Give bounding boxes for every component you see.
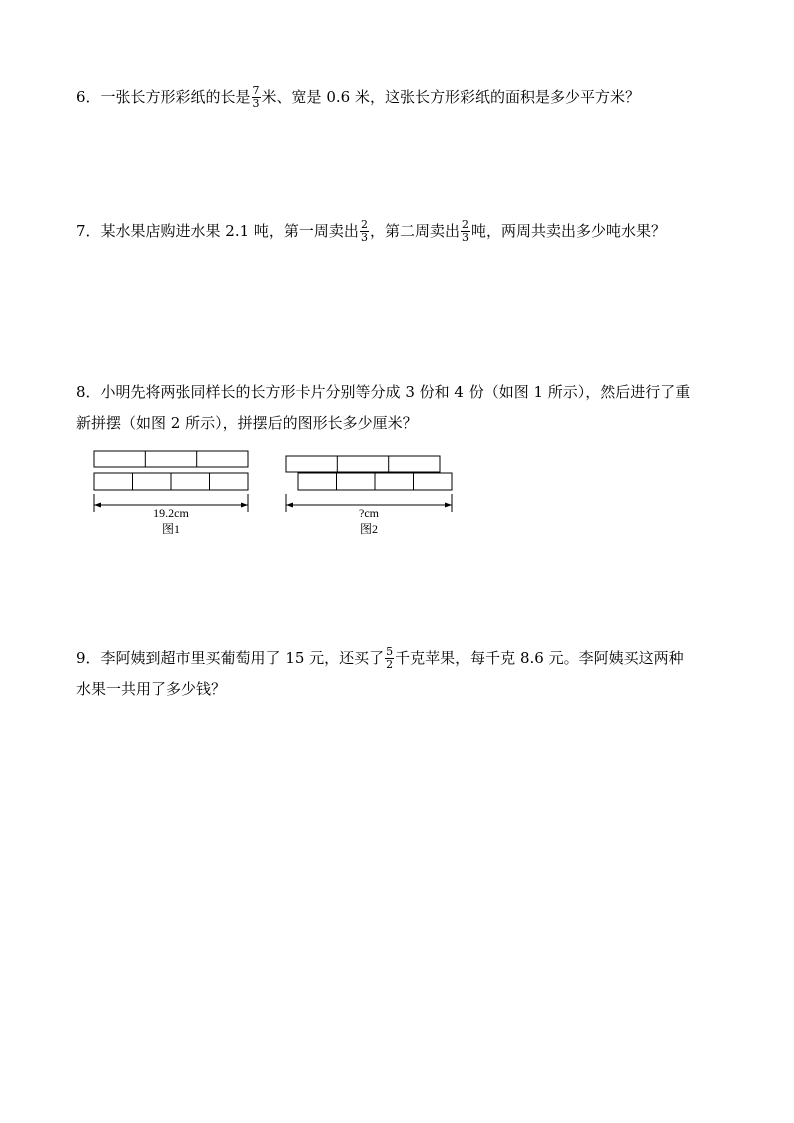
fraction-2-3-b: $\frac{2}{3}$ [461,217,469,244]
figure-1-cards [94,451,248,490]
figures [0,440,794,545]
figure-2-measure: ?cm [359,506,379,520]
arrow-right-icon [241,503,248,508]
figure-2-caption: 图2 [359,522,379,536]
question-9-text-a: 9．李阿姨到超市里买葡萄用了 15 元，还买了 [76,649,385,667]
question-7-text-b: ，第二周卖出 [369,222,460,240]
question-9 [76,643,726,705]
fraction-5-2: $\frac{5}{2}$ [386,644,394,671]
arrow-left-icon [94,503,101,508]
arrow-left-icon [286,503,293,508]
question-8 [76,377,726,439]
question-8-line-2: 新拼摆（如图 2 所示），拼摆后的图形长多少厘米？ [76,414,418,432]
question-9-line-1 [76,643,726,674]
question-9-line-2: 水果一共用了多少钱？ [76,680,227,698]
fraction-7-3: $\frac{7}{3}$ [252,83,260,110]
fraction-2-3-a: $\frac{2}{3}$ [360,217,368,244]
question-6 [76,82,726,113]
question-7 [76,216,726,247]
question-8-line-1: 8．小明先将两张同样长的长方形卡片分别等分成 3 份和 4 份（如图 1 所示），然后进行了重 [76,383,691,401]
figure-2-cards [286,456,452,490]
question-6-text-a: 6．一张长方形彩纸的长是 [76,88,251,106]
question-6-text-b: 米、宽是 0.6 米，这张长方形彩纸的面积是多少平方米？ [261,88,640,106]
figure-1-measure: 19.2cm [153,506,189,520]
figure-1-caption: 图1 [161,522,181,536]
arrow-right-icon [445,503,452,508]
question-7-text-a: 7．某水果店购进水果 2.1 吨，第一周卖出 [76,222,359,240]
question-7-text-c: 吨，两周共卖出多少吨水果？ [470,222,666,240]
question-9-text-b: 千克苹果，每千克 8.6 元。李阿姨买这两种 [395,649,684,667]
